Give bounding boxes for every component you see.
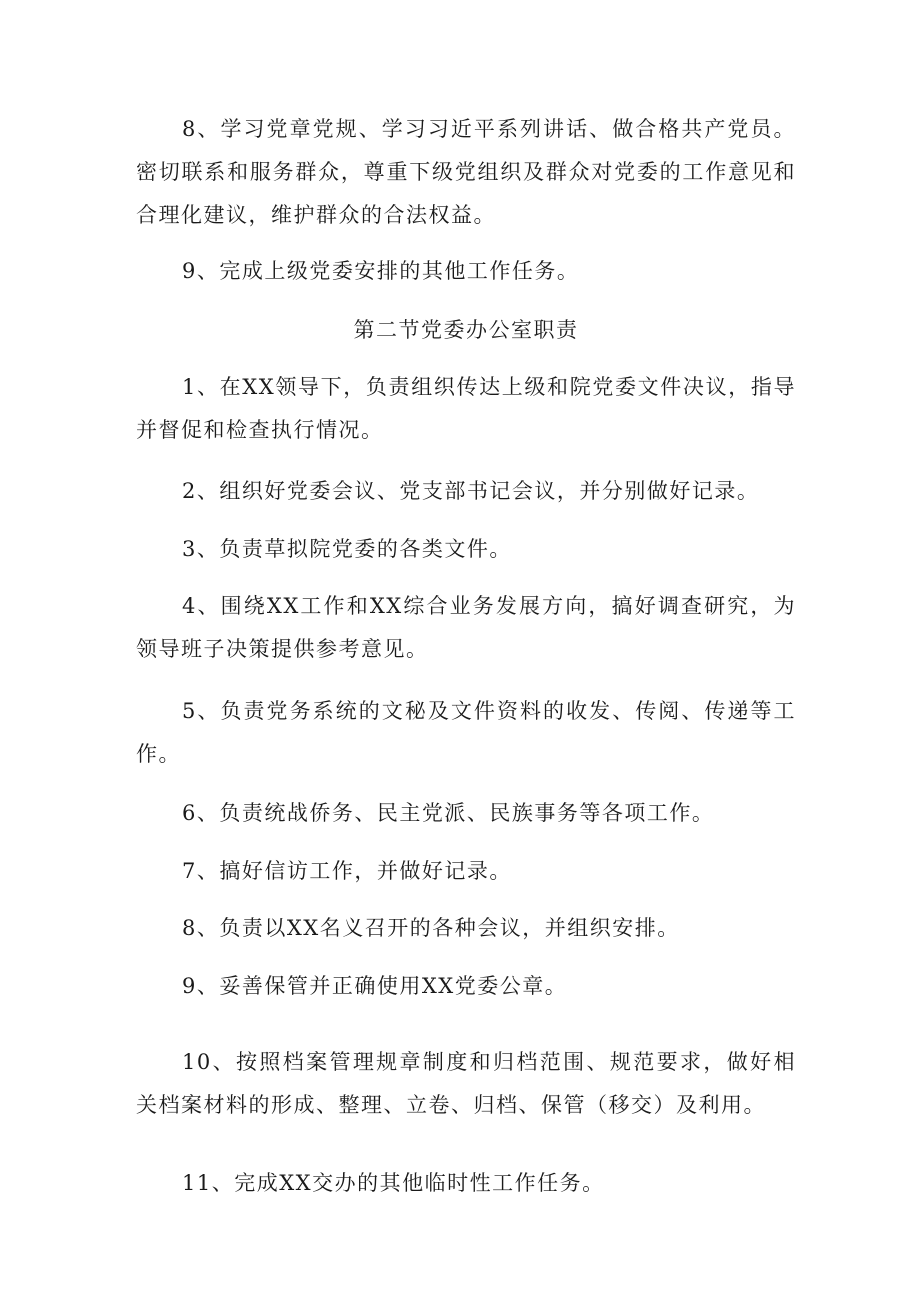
paragraph-item-9: 9、妥善保管并正确使用XX党委公章。: [182, 974, 568, 998]
paragraph-item-5: 5、负责党务系统的文秘及文件资料的收发、传阅、传递等工作。: [136, 699, 796, 766]
paragraph-item-1: 1、在XX领导下，负责组织传达上级和院党委文件决议，指导并督促和检查执行情况。: [136, 375, 796, 442]
paragraph-item-9-part1: 9、完成上级党委安排的其他工作任务。: [182, 259, 580, 283]
paragraph-item-8-part1: 8、学习党章党规、学习习近平系列讲话、做合格共产党员。密切联系和服务群众，尊重下级党组织及群众对党委的工作意见和合理化建议，维护群众的合法权益。: [136, 117, 796, 227]
paragraph-item-7: 7、搞好信访工作，并做好记录。: [182, 859, 512, 883]
paragraph-item-3: 3、负责草拟院党委的各类文件。: [182, 537, 512, 561]
paragraph-item-6: 6、负责统战侨务、民主党派、民族事务等各项工作。: [182, 801, 715, 825]
paragraph-item-11: 11、完成XX交办的其他临时性工作任务。: [182, 1171, 605, 1195]
paragraph-item-8: 8、负责以XX名义召开的各种会议，并组织安排。: [182, 916, 680, 940]
section-heading: 第二节党委办公室职责: [353, 318, 579, 342]
paragraph-item-10: 10、按照档案管理规章制度和归档范围、规范要求，做好相关档案材料的形成、整理、立卷、归档、保管（移交）及利用。: [136, 1050, 796, 1117]
paragraph-item-4: 4、围绕XX工作和XX综合业务发展方向，搞好调查研究，为领导班子决策提供参考意见。: [136, 594, 796, 661]
paragraph-item-2: 2、组织好党委会议、党支部书记会议，并分别做好记录。: [182, 479, 760, 503]
